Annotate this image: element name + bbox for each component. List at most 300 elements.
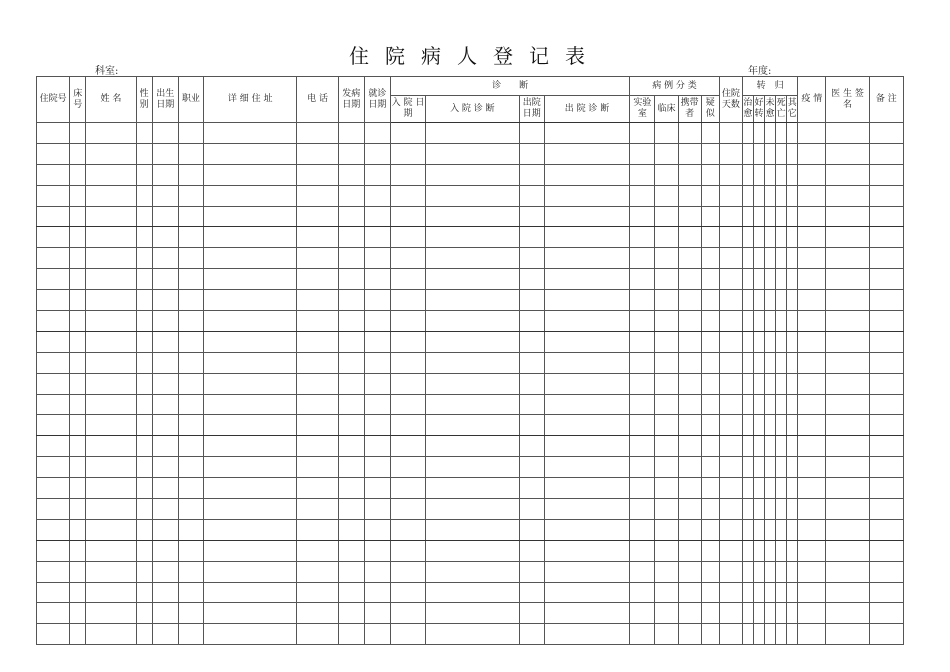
table-cell[interactable] (297, 290, 338, 311)
table-cell[interactable] (826, 436, 869, 457)
table-cell[interactable] (630, 415, 655, 436)
table-cell[interactable] (678, 164, 701, 185)
table-cell[interactable] (390, 164, 425, 185)
table-cell[interactable] (826, 478, 869, 499)
table-cell[interactable] (701, 185, 719, 206)
table-cell[interactable] (136, 185, 152, 206)
table-cell[interactable] (742, 519, 753, 540)
table-cell[interactable] (787, 290, 798, 311)
table-cell[interactable] (364, 519, 390, 540)
table-cell[interactable] (655, 373, 678, 394)
table-cell[interactable] (742, 415, 753, 436)
table-cell[interactable] (70, 185, 86, 206)
table-cell[interactable] (742, 185, 753, 206)
table-cell[interactable] (152, 603, 178, 624)
table-cell[interactable] (765, 290, 776, 311)
table-cell[interactable] (338, 415, 364, 436)
table-cell[interactable] (203, 269, 297, 290)
table-cell[interactable] (390, 290, 425, 311)
table-cell[interactable] (426, 164, 520, 185)
table-cell[interactable] (297, 436, 338, 457)
table-cell[interactable] (753, 519, 764, 540)
table-cell[interactable] (178, 331, 203, 352)
table-cell[interactable] (178, 352, 203, 373)
table-cell[interactable] (37, 290, 70, 311)
table-cell[interactable] (869, 415, 903, 436)
table-cell[interactable] (630, 394, 655, 415)
table-cell[interactable] (765, 603, 776, 624)
table-cell[interactable] (798, 478, 826, 499)
table-cell[interactable] (178, 123, 203, 144)
table-cell[interactable] (719, 519, 742, 540)
table-cell[interactable] (37, 394, 70, 415)
table-cell[interactable] (519, 352, 544, 373)
table-cell[interactable] (178, 311, 203, 332)
table-cell[interactable] (776, 206, 787, 227)
table-cell[interactable] (544, 561, 629, 582)
table-cell[interactable] (203, 582, 297, 603)
table-cell[interactable] (719, 394, 742, 415)
table-cell[interactable] (701, 123, 719, 144)
table-cell[interactable] (86, 436, 136, 457)
table-cell[interactable] (178, 561, 203, 582)
table-cell[interactable] (655, 561, 678, 582)
table-cell[interactable] (701, 373, 719, 394)
table-cell[interactable] (426, 143, 520, 164)
table-cell[interactable] (655, 624, 678, 645)
table-cell[interactable] (776, 373, 787, 394)
table-cell[interactable] (776, 143, 787, 164)
table-cell[interactable] (742, 164, 753, 185)
table-cell[interactable] (826, 624, 869, 645)
table-cell[interactable] (678, 311, 701, 332)
table-cell[interactable] (152, 624, 178, 645)
table-cell[interactable] (869, 540, 903, 561)
table-cell[interactable] (678, 582, 701, 603)
table-cell[interactable] (364, 227, 390, 248)
table-cell[interactable] (719, 582, 742, 603)
table-cell[interactable] (152, 582, 178, 603)
table-cell[interactable] (37, 603, 70, 624)
table-cell[interactable] (742, 311, 753, 332)
table-cell[interactable] (519, 331, 544, 352)
table-cell[interactable] (798, 436, 826, 457)
table-cell[interactable] (678, 624, 701, 645)
table-cell[interactable] (297, 143, 338, 164)
table-cell[interactable] (655, 206, 678, 227)
table-cell[interactable] (826, 227, 869, 248)
table-cell[interactable] (678, 519, 701, 540)
table-cell[interactable] (297, 457, 338, 478)
table-cell[interactable] (701, 269, 719, 290)
table-cell[interactable] (37, 269, 70, 290)
table-cell[interactable] (364, 143, 390, 164)
table-cell[interactable] (203, 352, 297, 373)
table-cell[interactable] (519, 123, 544, 144)
table-cell[interactable] (701, 290, 719, 311)
table-cell[interactable] (776, 499, 787, 520)
table-cell[interactable] (701, 227, 719, 248)
table-cell[interactable] (178, 624, 203, 645)
table-cell[interactable] (719, 248, 742, 269)
table-cell[interactable] (544, 519, 629, 540)
table-cell[interactable] (655, 227, 678, 248)
table-cell[interactable] (86, 478, 136, 499)
table-cell[interactable] (519, 373, 544, 394)
table-cell[interactable] (544, 290, 629, 311)
table-cell[interactable] (655, 185, 678, 206)
table-cell[interactable] (297, 248, 338, 269)
table-cell[interactable] (753, 331, 764, 352)
table-cell[interactable] (426, 311, 520, 332)
table-cell[interactable] (678, 603, 701, 624)
table-cell[interactable] (86, 331, 136, 352)
table-cell[interactable] (297, 227, 338, 248)
table-cell[interactable] (203, 603, 297, 624)
table-cell[interactable] (297, 269, 338, 290)
table-cell[interactable] (426, 227, 520, 248)
table-cell[interactable] (297, 540, 338, 561)
table-cell[interactable] (297, 478, 338, 499)
table-cell[interactable] (701, 311, 719, 332)
table-cell[interactable] (798, 227, 826, 248)
table-cell[interactable] (765, 519, 776, 540)
table-cell[interactable] (152, 373, 178, 394)
table-cell[interactable] (86, 248, 136, 269)
table-cell[interactable] (765, 499, 776, 520)
table-cell[interactable] (297, 352, 338, 373)
table-cell[interactable] (869, 248, 903, 269)
table-cell[interactable] (426, 206, 520, 227)
table-cell[interactable] (742, 290, 753, 311)
table-cell[interactable] (678, 394, 701, 415)
table-cell[interactable] (630, 248, 655, 269)
table-cell[interactable] (701, 499, 719, 520)
table-cell[interactable] (426, 436, 520, 457)
table-cell[interactable] (426, 540, 520, 561)
table-cell[interactable] (136, 499, 152, 520)
table-cell[interactable] (390, 499, 425, 520)
table-cell[interactable] (136, 269, 152, 290)
table-cell[interactable] (152, 331, 178, 352)
table-cell[interactable] (544, 603, 629, 624)
table-cell[interactable] (364, 603, 390, 624)
table-cell[interactable] (152, 478, 178, 499)
table-cell[interactable] (70, 436, 86, 457)
table-cell[interactable] (203, 436, 297, 457)
table-cell[interactable] (86, 206, 136, 227)
table-cell[interactable] (70, 227, 86, 248)
table-cell[interactable] (519, 269, 544, 290)
table-cell[interactable] (426, 457, 520, 478)
table-cell[interactable] (655, 164, 678, 185)
table-cell[interactable] (390, 269, 425, 290)
table-cell[interactable] (742, 352, 753, 373)
table-cell[interactable] (742, 624, 753, 645)
table-cell[interactable] (297, 373, 338, 394)
table-cell[interactable] (519, 457, 544, 478)
table-cell[interactable] (364, 248, 390, 269)
table-cell[interactable] (869, 373, 903, 394)
table-cell[interactable] (742, 457, 753, 478)
table-cell[interactable] (70, 394, 86, 415)
table-cell[interactable] (753, 206, 764, 227)
table-cell[interactable] (426, 561, 520, 582)
table-cell[interactable] (136, 123, 152, 144)
table-cell[interactable] (742, 248, 753, 269)
table-cell[interactable] (678, 206, 701, 227)
table-cell[interactable] (787, 499, 798, 520)
table-cell[interactable] (203, 227, 297, 248)
table-cell[interactable] (544, 436, 629, 457)
table-cell[interactable] (426, 582, 520, 603)
table-cell[interactable] (630, 478, 655, 499)
table-cell[interactable] (630, 206, 655, 227)
table-cell[interactable] (776, 164, 787, 185)
table-cell[interactable] (544, 248, 629, 269)
table-cell[interactable] (390, 311, 425, 332)
table-cell[interactable] (655, 352, 678, 373)
table-cell[interactable] (655, 290, 678, 311)
table-cell[interactable] (338, 603, 364, 624)
table-cell[interactable] (178, 457, 203, 478)
table-cell[interactable] (70, 331, 86, 352)
table-cell[interactable] (701, 624, 719, 645)
table-cell[interactable] (655, 540, 678, 561)
table-cell[interactable] (297, 415, 338, 436)
table-cell[interactable] (178, 206, 203, 227)
table-cell[interactable] (630, 519, 655, 540)
table-cell[interactable] (544, 478, 629, 499)
table-cell[interactable] (37, 164, 70, 185)
table-cell[interactable] (136, 415, 152, 436)
table-cell[interactable] (519, 164, 544, 185)
table-cell[interactable] (776, 311, 787, 332)
table-cell[interactable] (742, 143, 753, 164)
table-cell[interactable] (630, 436, 655, 457)
table-cell[interactable] (364, 331, 390, 352)
table-cell[interactable] (70, 373, 86, 394)
table-cell[interactable] (678, 415, 701, 436)
table-cell[interactable] (753, 311, 764, 332)
table-cell[interactable] (519, 290, 544, 311)
table-cell[interactable] (630, 185, 655, 206)
table-cell[interactable] (701, 415, 719, 436)
table-cell[interactable] (719, 269, 742, 290)
table-cell[interactable] (338, 248, 364, 269)
table-cell[interactable] (765, 143, 776, 164)
table-cell[interactable] (701, 519, 719, 540)
table-cell[interactable] (390, 540, 425, 561)
table-cell[interactable] (753, 624, 764, 645)
table-cell[interactable] (742, 123, 753, 144)
table-cell[interactable] (544, 227, 629, 248)
table-cell[interactable] (136, 290, 152, 311)
table-cell[interactable] (203, 457, 297, 478)
table-cell[interactable] (798, 290, 826, 311)
table-cell[interactable] (719, 373, 742, 394)
table-cell[interactable] (86, 227, 136, 248)
table-cell[interactable] (869, 561, 903, 582)
table-cell[interactable] (136, 519, 152, 540)
table-cell[interactable] (753, 603, 764, 624)
table-cell[interactable] (203, 519, 297, 540)
table-cell[interactable] (178, 164, 203, 185)
table-cell[interactable] (678, 478, 701, 499)
table-cell[interactable] (152, 561, 178, 582)
table-cell[interactable] (70, 269, 86, 290)
table-cell[interactable] (655, 603, 678, 624)
table-cell[interactable] (719, 624, 742, 645)
table-cell[interactable] (869, 227, 903, 248)
table-cell[interactable] (544, 206, 629, 227)
table-cell[interactable] (630, 352, 655, 373)
table-cell[interactable] (152, 540, 178, 561)
table-cell[interactable] (203, 311, 297, 332)
table-cell[interactable] (798, 415, 826, 436)
table-cell[interactable] (86, 540, 136, 561)
table-cell[interactable] (519, 394, 544, 415)
table-cell[interactable] (719, 603, 742, 624)
table-cell[interactable] (203, 540, 297, 561)
table-cell[interactable] (338, 206, 364, 227)
table-cell[interactable] (765, 373, 776, 394)
table-cell[interactable] (364, 478, 390, 499)
table-cell[interactable] (86, 603, 136, 624)
table-cell[interactable] (787, 436, 798, 457)
table-cell[interactable] (152, 499, 178, 520)
table-cell[interactable] (719, 499, 742, 520)
table-cell[interactable] (776, 457, 787, 478)
table-cell[interactable] (655, 123, 678, 144)
table-cell[interactable] (37, 415, 70, 436)
table-cell[interactable] (364, 352, 390, 373)
table-cell[interactable] (203, 478, 297, 499)
table-cell[interactable] (798, 373, 826, 394)
table-cell[interactable] (338, 561, 364, 582)
table-cell[interactable] (519, 311, 544, 332)
table-cell[interactable] (678, 373, 701, 394)
table-cell[interactable] (798, 394, 826, 415)
table-cell[interactable] (719, 123, 742, 144)
table-cell[interactable] (826, 457, 869, 478)
table-cell[interactable] (390, 331, 425, 352)
table-cell[interactable] (776, 540, 787, 561)
table-cell[interactable] (742, 394, 753, 415)
table-cell[interactable] (719, 436, 742, 457)
table-cell[interactable] (798, 561, 826, 582)
table-cell[interactable] (364, 206, 390, 227)
table-cell[interactable] (86, 311, 136, 332)
table-cell[interactable] (203, 143, 297, 164)
table-cell[interactable] (86, 561, 136, 582)
table-cell[interactable] (869, 185, 903, 206)
table-cell[interactable] (776, 415, 787, 436)
table-cell[interactable] (798, 603, 826, 624)
table-cell[interactable] (787, 206, 798, 227)
table-cell[interactable] (364, 269, 390, 290)
table-cell[interactable] (798, 123, 826, 144)
table-cell[interactable] (136, 582, 152, 603)
table-cell[interactable] (203, 123, 297, 144)
table-cell[interactable] (519, 206, 544, 227)
table-cell[interactable] (630, 331, 655, 352)
table-cell[interactable] (390, 206, 425, 227)
table-cell[interactable] (701, 331, 719, 352)
table-cell[interactable] (765, 352, 776, 373)
table-cell[interactable] (364, 561, 390, 582)
table-cell[interactable] (787, 331, 798, 352)
table-cell[interactable] (630, 624, 655, 645)
table-cell[interactable] (776, 436, 787, 457)
table-cell[interactable] (798, 352, 826, 373)
table-cell[interactable] (178, 519, 203, 540)
table-cell[interactable] (765, 457, 776, 478)
table-cell[interactable] (70, 561, 86, 582)
table-cell[interactable] (787, 123, 798, 144)
table-cell[interactable] (426, 415, 520, 436)
table-cell[interactable] (152, 143, 178, 164)
table-cell[interactable] (798, 185, 826, 206)
table-cell[interactable] (86, 394, 136, 415)
table-cell[interactable] (787, 227, 798, 248)
table-cell[interactable] (37, 331, 70, 352)
table-cell[interactable] (136, 394, 152, 415)
table-cell[interactable] (152, 206, 178, 227)
table-cell[interactable] (544, 331, 629, 352)
table-cell[interactable] (390, 394, 425, 415)
table-cell[interactable] (544, 624, 629, 645)
table-cell[interactable] (37, 540, 70, 561)
table-cell[interactable] (826, 352, 869, 373)
table-cell[interactable] (364, 582, 390, 603)
table-cell[interactable] (152, 248, 178, 269)
table-cell[interactable] (869, 164, 903, 185)
table-cell[interactable] (86, 582, 136, 603)
table-cell[interactable] (390, 436, 425, 457)
table-cell[interactable] (519, 499, 544, 520)
table-cell[interactable] (719, 478, 742, 499)
table-cell[interactable] (753, 436, 764, 457)
table-cell[interactable] (426, 499, 520, 520)
table-cell[interactable] (203, 290, 297, 311)
table-cell[interactable] (655, 311, 678, 332)
table-cell[interactable] (869, 457, 903, 478)
table-cell[interactable] (701, 206, 719, 227)
table-cell[interactable] (787, 457, 798, 478)
table-cell[interactable] (765, 436, 776, 457)
table-cell[interactable] (297, 185, 338, 206)
table-cell[interactable] (776, 478, 787, 499)
table-cell[interactable] (136, 311, 152, 332)
table-cell[interactable] (765, 331, 776, 352)
table-cell[interactable] (178, 373, 203, 394)
table-cell[interactable] (297, 603, 338, 624)
table-cell[interactable] (719, 206, 742, 227)
table-cell[interactable] (798, 164, 826, 185)
table-cell[interactable] (338, 269, 364, 290)
table-cell[interactable] (765, 269, 776, 290)
table-cell[interactable] (178, 603, 203, 624)
table-cell[interactable] (297, 499, 338, 520)
table-cell[interactable] (203, 331, 297, 352)
table-cell[interactable] (826, 185, 869, 206)
table-cell[interactable] (701, 352, 719, 373)
table-cell[interactable] (753, 540, 764, 561)
table-cell[interactable] (136, 540, 152, 561)
table-cell[interactable] (136, 206, 152, 227)
table-cell[interactable] (203, 248, 297, 269)
